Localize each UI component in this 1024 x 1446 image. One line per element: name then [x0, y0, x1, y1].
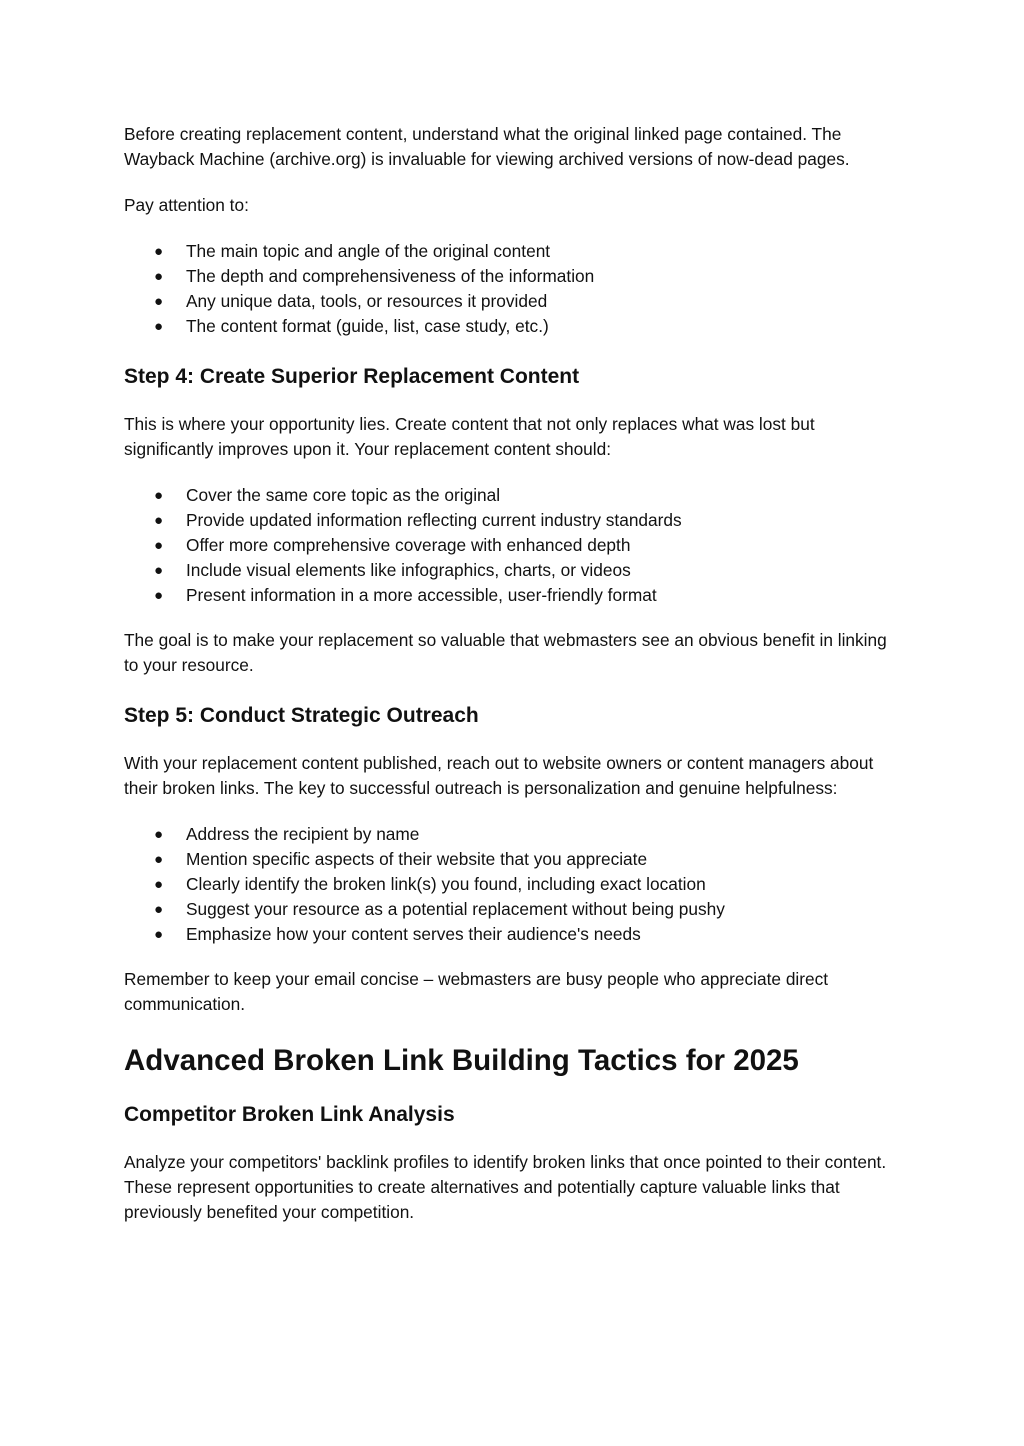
bullet-icon: ● [154, 587, 164, 604]
bullet-icon: ● [154, 876, 164, 893]
list-item: ● Any unique data, tools, or resources it provided [124, 289, 904, 314]
bullet-icon: ● [154, 562, 164, 579]
step4-paragraph: This is where your opportunity lies. Create content that not only replaces what was lost but significantly improves upon it. Your replacement content should: [124, 414, 815, 459]
list-item: ● Suggest your resource as a potential replacement without being pushy [124, 897, 904, 922]
bullet-icon: ● [154, 268, 164, 285]
step5-list [124, 822, 904, 947]
step4-heading: Step 4: Create Superior Replacement Content [124, 365, 580, 388]
step5-paragraph: With your replacement content published, reach out to website owners or content managers about their broken links. The key to successful outreach is personalization and genuine helpfulness: [124, 753, 874, 798]
step4-list [124, 483, 904, 608]
list-item: ● Include visual elements like infographics, charts, or videos [124, 558, 904, 583]
list-item: ● The depth and comprehensiveness of the information [124, 264, 904, 289]
bullet-icon: ● [154, 487, 164, 504]
bullet-icon: ● [154, 851, 164, 868]
step4-closing: The goal is to make your replacement so valuable that webmasters see an obvious benefit in linking to your resource. [124, 630, 887, 675]
bullet-icon: ● [154, 512, 164, 529]
bullet-icon: ● [154, 318, 164, 335]
list-item: ● The content format (guide, list, case study, etc.) [124, 314, 904, 339]
list-item: ● Offer more comprehensive coverage with enhanced depth [124, 533, 904, 558]
list-item: ● Emphasize how your content serves their audience's needs [124, 922, 904, 947]
intro-lead: Pay attention to: [124, 195, 249, 215]
advanced-heading: Advanced Broken Link Building Tactics for 2025 [124, 1044, 799, 1077]
list-item: ● Present information in a more accessible, user-friendly format [124, 583, 904, 608]
step5-closing: Remember to keep your email concise – webmasters are busy people who appreciate direct communication. [124, 969, 829, 1014]
bullet-icon: ● [154, 826, 164, 843]
list-item: ● Address the recipient by name [124, 822, 904, 847]
list-item: ● Mention specific aspects of their website that you appreciate [124, 847, 904, 872]
bullet-icon: ● [154, 293, 164, 310]
bullet-icon: ● [154, 243, 164, 260]
list-item: ● The main topic and angle of the original content [124, 239, 904, 264]
step5-heading: Step 5: Conduct Strategic Outreach [124, 704, 479, 727]
bullet-icon: ● [154, 537, 164, 554]
competitor-subheading: Competitor Broken Link Analysis [124, 1103, 455, 1126]
bullet-icon: ● [154, 926, 164, 943]
competitor-paragraph: Analyze your competitors' backlink profiles to identify broken links that once pointed to their content. These represent opportunities to create alternatives and potentially capture valuable links that previously benefited your competition. [124, 1152, 887, 1222]
list-item: ● Cover the same core topic as the original [124, 483, 904, 508]
intro-list [124, 239, 904, 339]
list-item: ● Clearly identify the broken link(s) you found, including exact location [124, 872, 904, 897]
document-page [124, 122, 904, 1225]
intro-paragraph: Before creating replacement content, understand what the original linked page contained. The Wayback Machine (archive.org) is invaluable for viewing archived versions of now-dead pages. [124, 124, 850, 169]
bullet-icon: ● [154, 901, 164, 918]
list-item: ● Provide updated information reflecting current industry standards [124, 508, 904, 533]
